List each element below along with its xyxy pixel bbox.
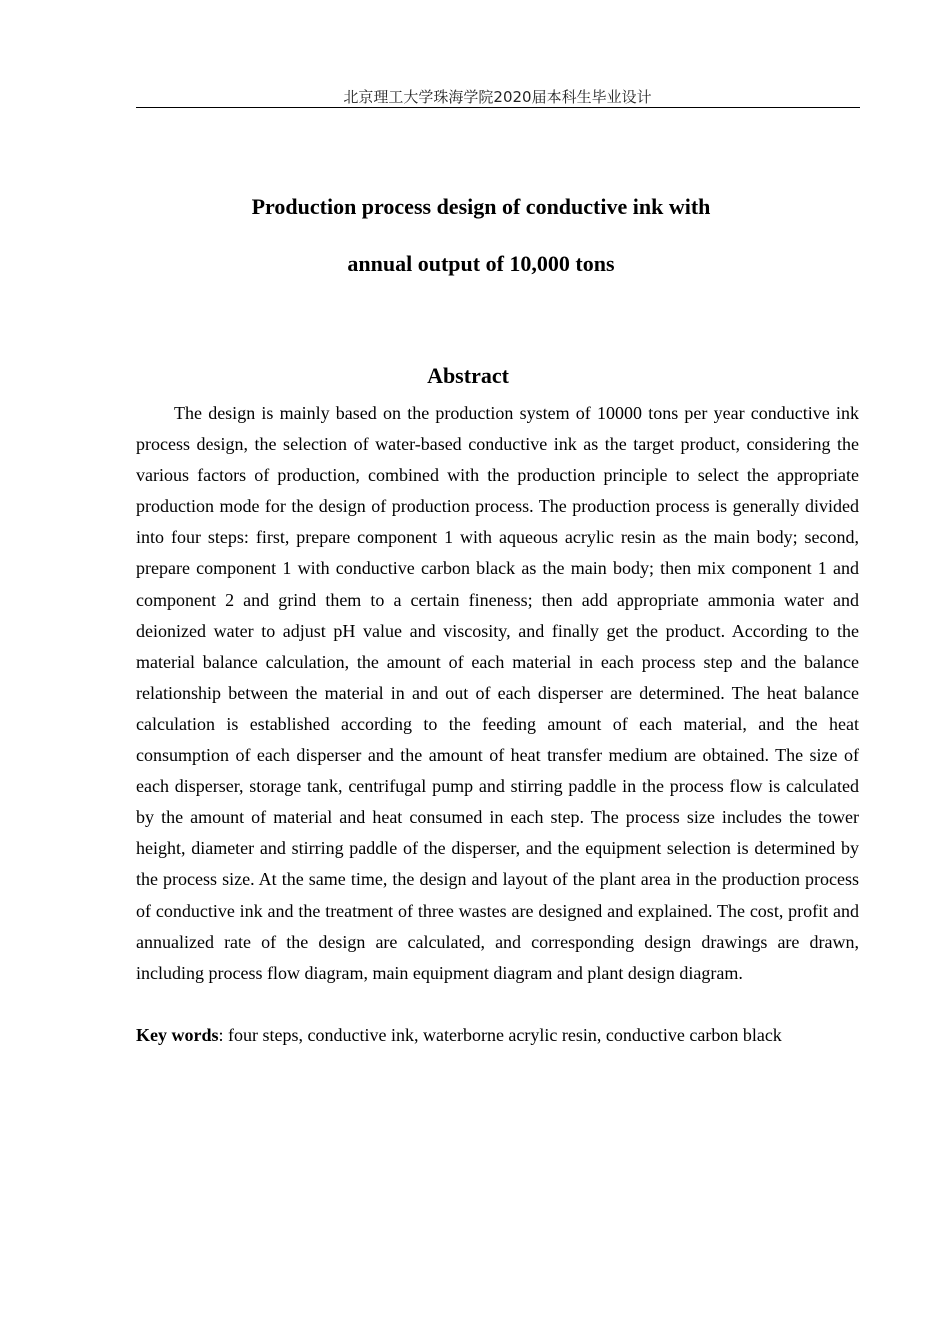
keywords-line (136, 1020, 859, 1051)
abstract-heading: Abstract (427, 363, 509, 388)
header-rule (136, 107, 860, 108)
keywords-text: four steps, conductive ink, waterborne acrylic resin, conductive carbon black (228, 1025, 782, 1045)
running-header: 北京理工大学珠海学院2020届本科生毕业设计 (343, 88, 652, 106)
title-line-1: Production process design of conductive ink with (251, 194, 711, 219)
keywords-label: Key words (136, 1025, 219, 1045)
keywords-separator: : (218, 1025, 229, 1045)
title-line-2: annual output of 10,000 tons (347, 251, 615, 276)
abstract-body: The design is mainly based on the production system of 10000 tons per year conductive ink process design, the selection of water-based conductive ink as the target product, considering the various factors of production, combined with the production principle to select the appropriate production mode for the design of production process. The production process is generally divided into four steps: first, prepare component 1 with aqueous acrylic resin as the main body; second, prepare component 1 with conductive carbon black as the main body; then mix component 1 and component 2 and grind them to a certain fineness; then add appropriate ammonia water and deionized water to adjust pH value and viscosity, and finally get the product. According to the material balance calculation, the amount of each material in each process step and the balance relationship between the material in and out of each disperser are determined. The heat balance calculation is established according to the feeding amount of each material, and the heat consumption of each disperser and the amount of heat transfer medium are obtained. The size of each disperser, storage tank, centrifugal pump and stirring paddle in the process flow is calculated by the amount of material and heat consumed in each step. The process size includes the tower height, diameter and stirring paddle of the disperser, and the equipment selection is determined by the process size. At the same time, the design and layout of the plant area in the production process of conductive ink and the treatment of three wastes are designed and explained. The cost, profit and annualized rate of the design are calculated, and corresponding design drawings are drawn, including process flow diagram, main equipment diagram and plant design diagram. (136, 403, 859, 983)
